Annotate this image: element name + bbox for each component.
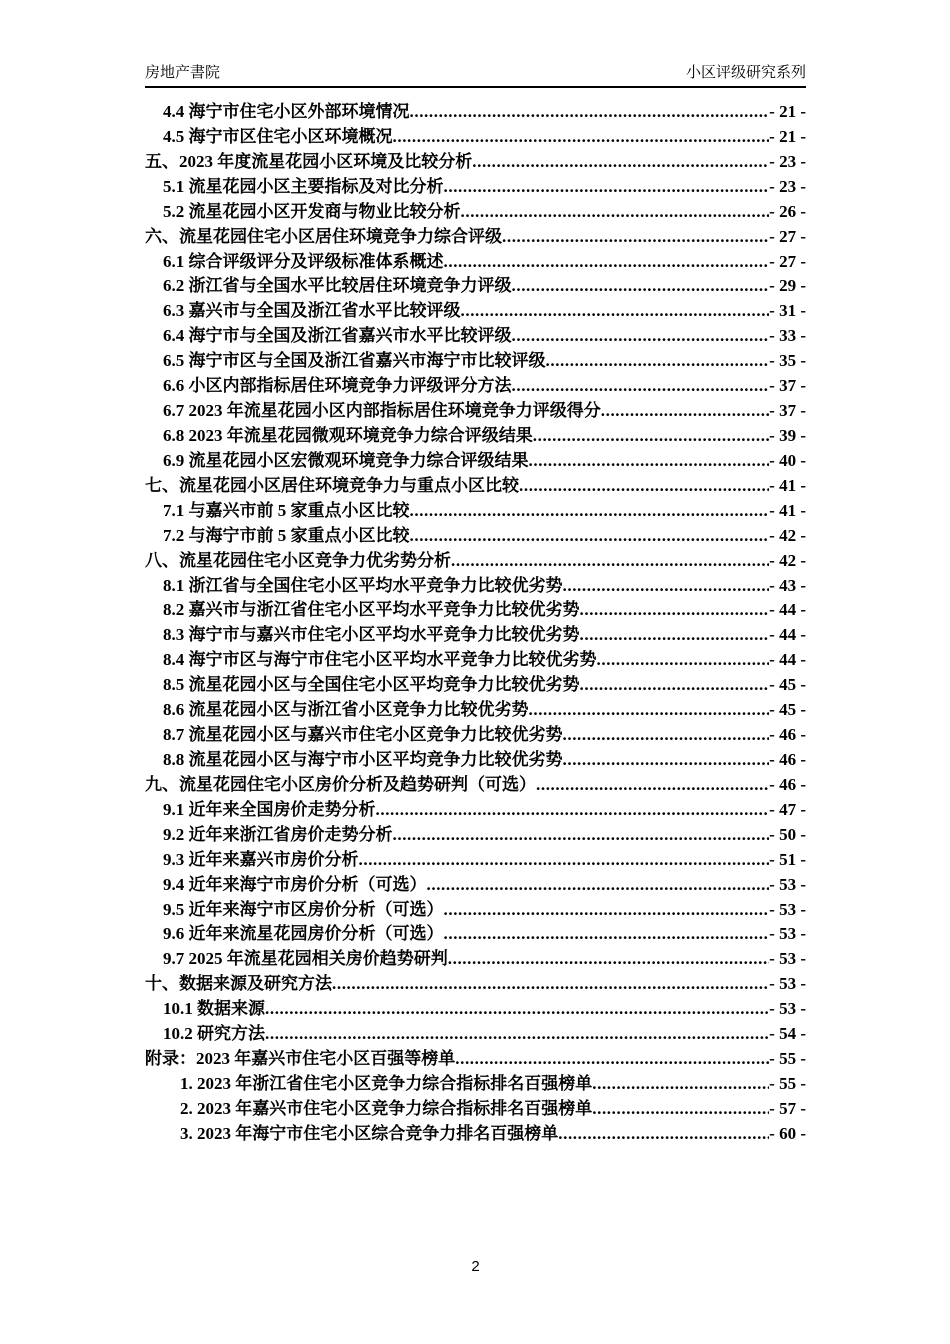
toc-entry bbox=[145, 399, 806, 424]
toc-entry-page: - 46 - bbox=[769, 749, 806, 769]
toc-dot-leader bbox=[444, 175, 770, 200]
toc-entry-page: - 53 - bbox=[769, 974, 806, 994]
toc-entry-page: - 31 - bbox=[769, 301, 806, 321]
toc-dot-leader bbox=[592, 1072, 769, 1097]
toc-entry-page: - 55 - bbox=[769, 1073, 806, 1093]
toc-entry-text: 8.2 嘉兴市与浙江省住宅小区平均水平竞争力比较优劣势 bbox=[163, 600, 580, 620]
toc-entry bbox=[145, 873, 806, 898]
toc-dot-leader bbox=[512, 274, 770, 299]
toc-entry-page: - 23 - bbox=[769, 151, 806, 171]
toc-entry bbox=[145, 474, 806, 499]
toc-entry bbox=[145, 947, 806, 972]
toc-entry-text: 9.4 近年来海宁市房价分析（可选） bbox=[163, 874, 427, 894]
toc-entry bbox=[145, 175, 806, 200]
toc-entry-page: - 55 - bbox=[769, 1049, 806, 1069]
toc-entry-text: 10.1 数据来源 bbox=[163, 999, 265, 1019]
toc-entry bbox=[145, 673, 806, 698]
toc-entry bbox=[145, 723, 806, 748]
toc-entry-page: - 35 - bbox=[769, 351, 806, 371]
toc-dot-leader bbox=[376, 798, 770, 823]
toc-entry-page: - 45 - bbox=[769, 675, 806, 695]
toc-entry bbox=[145, 1072, 806, 1097]
toc-entry-text: 6.6 小区内部指标居住环境竞争力评级评分方法 bbox=[163, 376, 512, 396]
toc-dot-leader bbox=[502, 225, 769, 250]
toc-entry-text: 五、2023 年度流星花园小区环境及比较分析 bbox=[145, 151, 473, 171]
toc-entry bbox=[145, 100, 806, 125]
toc-entry-text: 8.8 流星花园小区与海宁市小区平均竞争力比较优劣势 bbox=[163, 749, 563, 769]
toc-entry-page: - 54 - bbox=[769, 1024, 806, 1044]
toc-entry bbox=[145, 299, 806, 324]
toc-entry-text: 9.7 2025 年流星花园相关房价趋势研判 bbox=[163, 949, 448, 969]
toc-entry-page: - 37 - bbox=[769, 401, 806, 421]
toc-entry-text: 5.2 流星花园小区开发商与物业比较分析 bbox=[163, 201, 461, 221]
toc-entry-text: 9.2 近年来浙江省房价走势分析 bbox=[163, 824, 393, 844]
toc-entry bbox=[145, 374, 806, 399]
toc-dot-leader bbox=[519, 474, 769, 499]
toc-entry bbox=[145, 623, 806, 648]
toc-dot-leader bbox=[533, 424, 769, 449]
toc-entry bbox=[145, 997, 806, 1022]
toc-entry-text: 6.5 海宁市区与全国及浙江省嘉兴市海宁市比较评级 bbox=[163, 351, 546, 371]
toc-entry bbox=[145, 798, 806, 823]
toc-entry-page: - 53 - bbox=[769, 874, 806, 894]
toc-entry bbox=[145, 524, 806, 549]
toc-entry-page: - 37 - bbox=[769, 376, 806, 396]
toc-dot-leader bbox=[580, 598, 770, 623]
toc-dot-leader bbox=[444, 250, 770, 275]
toc-entry-page: - 40 - bbox=[769, 450, 806, 470]
toc-entry-page: - 33 - bbox=[769, 326, 806, 346]
toc-entry bbox=[145, 972, 806, 997]
toc-entry-page: - 42 - bbox=[769, 550, 806, 570]
toc-dot-leader bbox=[448, 947, 769, 972]
toc-entry-page: - 51 - bbox=[769, 849, 806, 869]
toc-entry bbox=[145, 823, 806, 848]
toc-entry-text: 6.3 嘉兴市与全国及浙江省水平比较评级 bbox=[163, 301, 461, 321]
toc-entry-page: - 43 - bbox=[769, 575, 806, 595]
toc-dot-leader bbox=[393, 823, 770, 848]
toc-entry bbox=[145, 274, 806, 299]
toc-entry bbox=[145, 225, 806, 250]
toc-entry-page: - 27 - bbox=[769, 251, 806, 271]
toc-dot-leader bbox=[444, 898, 770, 923]
toc-dot-leader bbox=[529, 449, 770, 474]
toc-entry bbox=[145, 922, 806, 947]
toc-entry-page: - 60 - bbox=[769, 1123, 806, 1143]
toc-entry-page: - 53 - bbox=[769, 949, 806, 969]
toc-entry bbox=[145, 324, 806, 349]
toc-entry bbox=[145, 1097, 806, 1122]
toc-entry bbox=[145, 748, 806, 773]
toc-entry-text: 10.2 研究方法 bbox=[163, 1024, 265, 1044]
toc-entry-text: 7.2 与海宁市前 5 家重点小区比较 bbox=[163, 525, 410, 545]
toc-entry bbox=[145, 200, 806, 225]
toc-dot-leader bbox=[444, 922, 770, 947]
toc-entry-page: - 21 - bbox=[769, 126, 806, 146]
toc-entry-text: 9.6 近年来流星花园房价分析（可选） bbox=[163, 924, 444, 944]
toc-entry bbox=[145, 848, 806, 873]
toc-entry-text: 六、流星花园住宅小区居住环境竞争力综合评级 bbox=[145, 226, 502, 246]
toc-dot-leader bbox=[410, 100, 770, 125]
footer-page-number: 2 bbox=[471, 1258, 480, 1275]
toc-entry-text: 6.2 浙江省与全国水平比较居住环境竞争力评级 bbox=[163, 276, 512, 296]
toc-dot-leader bbox=[601, 399, 769, 424]
toc-entry bbox=[145, 349, 806, 374]
toc-entry bbox=[145, 574, 806, 599]
toc-entry-page: - 53 - bbox=[769, 999, 806, 1019]
toc-dot-leader bbox=[512, 374, 770, 399]
toc-entry-text: 八、流星花园住宅小区竞争力优劣势分析 bbox=[145, 550, 451, 570]
toc-entry-text: 9.1 近年来全国房价走势分析 bbox=[163, 799, 376, 819]
toc-dot-leader bbox=[592, 1097, 769, 1122]
toc-dot-leader bbox=[472, 150, 769, 175]
toc-dot-leader bbox=[597, 648, 770, 673]
toc-entry-text: 4.4 海宁市住宅小区外部环境情况 bbox=[163, 102, 410, 121]
toc-entry-page: - 46 - bbox=[769, 774, 806, 794]
toc-dot-leader bbox=[536, 773, 769, 798]
toc-entry bbox=[145, 549, 806, 574]
toc-entry-page: - 44 - bbox=[769, 625, 806, 645]
toc-entry-page: - 41 - bbox=[769, 500, 806, 520]
toc-entry bbox=[145, 698, 806, 723]
toc-entry-text: 十、数据来源及研究方法 bbox=[145, 974, 332, 994]
toc-dot-leader bbox=[461, 299, 770, 324]
toc-entry bbox=[145, 1022, 806, 1047]
toc-dot-leader bbox=[563, 748, 770, 773]
toc-entry-page: - 41 - bbox=[769, 475, 806, 495]
toc-entry bbox=[145, 125, 806, 150]
toc-entry bbox=[145, 598, 806, 623]
toc-dot-leader bbox=[359, 848, 770, 873]
toc-dot-leader bbox=[580, 623, 770, 648]
toc-entry-text: 附录：2023 年嘉兴市住宅小区百强等榜单 bbox=[145, 1049, 456, 1069]
toc-entry-text: 9.3 近年来嘉兴市房价分析 bbox=[163, 849, 359, 869]
toc-dot-leader bbox=[558, 1122, 769, 1147]
toc-entry-page: - 39 - bbox=[769, 425, 806, 445]
header-right-text: 小区评级研究系列 bbox=[685, 64, 806, 81]
toc-entry bbox=[145, 1122, 806, 1147]
page-header bbox=[145, 62, 806, 88]
toc-dot-leader bbox=[410, 499, 770, 524]
toc-entry-page: - 46 - bbox=[769, 725, 806, 745]
toc-dot-leader bbox=[427, 873, 770, 898]
toc-entry bbox=[145, 648, 806, 673]
toc-entry-text: 8.4 海宁市区与海宁市住宅小区平均水平竞争力比较优劣势 bbox=[163, 650, 597, 670]
toc-entry-page: - 27 - bbox=[769, 226, 806, 246]
toc-list bbox=[145, 100, 806, 1147]
toc-entry-text: 4.5 海宁市区住宅小区环境概况 bbox=[163, 126, 393, 146]
toc-entry-page: - 57 - bbox=[769, 1098, 806, 1118]
toc-entry-text: 3. 2023 年海宁市住宅小区综合竞争力排名百强榜单 bbox=[180, 1123, 559, 1143]
toc-entry-text: 8.7 流星花园小区与嘉兴市住宅小区竞争力比较优劣势 bbox=[163, 725, 563, 745]
toc-entry-text: 6.7 2023 年流星花园小区内部指标居住环境竞争力评级得分 bbox=[163, 401, 601, 421]
toc-entry-text: 5.1 流星花园小区主要指标及对比分析 bbox=[163, 176, 444, 196]
toc-entry-page: - 45 - bbox=[769, 700, 806, 720]
toc-entry bbox=[145, 773, 806, 798]
toc-entry-page: - 21 - bbox=[769, 102, 806, 121]
toc-dot-leader bbox=[546, 349, 770, 374]
toc-entry-text: 8.3 海宁市与嘉兴市住宅小区平均水平竞争力比较优劣势 bbox=[163, 625, 580, 645]
toc-entry bbox=[145, 898, 806, 923]
header-left-text: 房地产書院 bbox=[145, 64, 221, 81]
toc-entry-text: 2. 2023 年嘉兴市住宅小区竞争力综合指标排名百强榜单 bbox=[180, 1098, 593, 1118]
toc-entry bbox=[145, 449, 806, 474]
toc-entry-text: 1. 2023 年浙江省住宅小区竞争力综合指标排名百强榜单 bbox=[180, 1073, 593, 1093]
toc-entry-text: 九、流星花园住宅小区房价分析及趋势研判（可选） bbox=[145, 774, 536, 794]
toc-dot-leader bbox=[265, 1022, 769, 1047]
toc-dot-leader bbox=[563, 574, 770, 599]
toc-entry bbox=[145, 150, 806, 175]
toc-dot-leader bbox=[265, 997, 769, 1022]
toc-entry-text: 8.6 流星花园小区与浙江省小区竞争力比较优劣势 bbox=[163, 700, 529, 720]
toc-dot-leader bbox=[563, 723, 770, 748]
toc-entry-text: 6.4 海宁市与全国及浙江省嘉兴市水平比较评级 bbox=[163, 326, 512, 346]
toc-dot-leader bbox=[451, 549, 769, 574]
toc-entry-text: 6.1 综合评级评分及评级标准体系概述 bbox=[163, 251, 444, 271]
toc-dot-leader bbox=[529, 698, 770, 723]
toc-entry-page: - 50 - bbox=[769, 824, 806, 844]
toc-entry-text: 七、流星花园小区居住环境竞争力与重点小区比较 bbox=[145, 475, 519, 495]
toc-entry-page: - 53 - bbox=[769, 899, 806, 919]
toc-entry-page: - 47 - bbox=[769, 799, 806, 819]
toc-dot-leader bbox=[461, 200, 770, 225]
toc-entry-page: - 23 - bbox=[769, 176, 806, 196]
toc-entry-text: 7.1 与嘉兴市前 5 家重点小区比较 bbox=[163, 500, 410, 520]
toc-dot-leader bbox=[580, 673, 770, 698]
toc-entry-page: - 29 - bbox=[769, 276, 806, 296]
toc-entry-page: - 53 - bbox=[769, 924, 806, 944]
toc-entry-text: 8.5 流星花园小区与全国住宅小区平均竞争力比较优劣势 bbox=[163, 675, 580, 695]
toc-entry-text: 6.8 2023 年流星花园微观环境竞争力综合评级结果 bbox=[163, 425, 533, 445]
toc-dot-leader bbox=[512, 324, 770, 349]
toc-entry bbox=[145, 424, 806, 449]
toc-dot-leader bbox=[332, 972, 769, 997]
toc-entry bbox=[145, 1047, 806, 1072]
toc-entry-page: - 44 - bbox=[769, 600, 806, 620]
page-footer bbox=[145, 1258, 806, 1275]
toc-entry bbox=[145, 250, 806, 275]
toc-dot-leader bbox=[410, 524, 770, 549]
toc-dot-leader bbox=[393, 125, 770, 150]
toc-entry-page: - 26 - bbox=[769, 201, 806, 221]
toc-entry-text: 9.5 近年来海宁市区房价分析（可选） bbox=[163, 899, 444, 919]
toc-dot-leader bbox=[455, 1047, 769, 1072]
toc-entry-page: - 42 - bbox=[769, 525, 806, 545]
toc-entry-text: 6.9 流星花园小区宏微观环境竞争力综合评级结果 bbox=[163, 450, 529, 470]
toc-entry-page: - 44 - bbox=[769, 650, 806, 670]
toc-entry bbox=[145, 499, 806, 524]
toc-entry-text: 8.1 浙江省与全国住宅小区平均水平竞争力比较优劣势 bbox=[163, 575, 563, 595]
